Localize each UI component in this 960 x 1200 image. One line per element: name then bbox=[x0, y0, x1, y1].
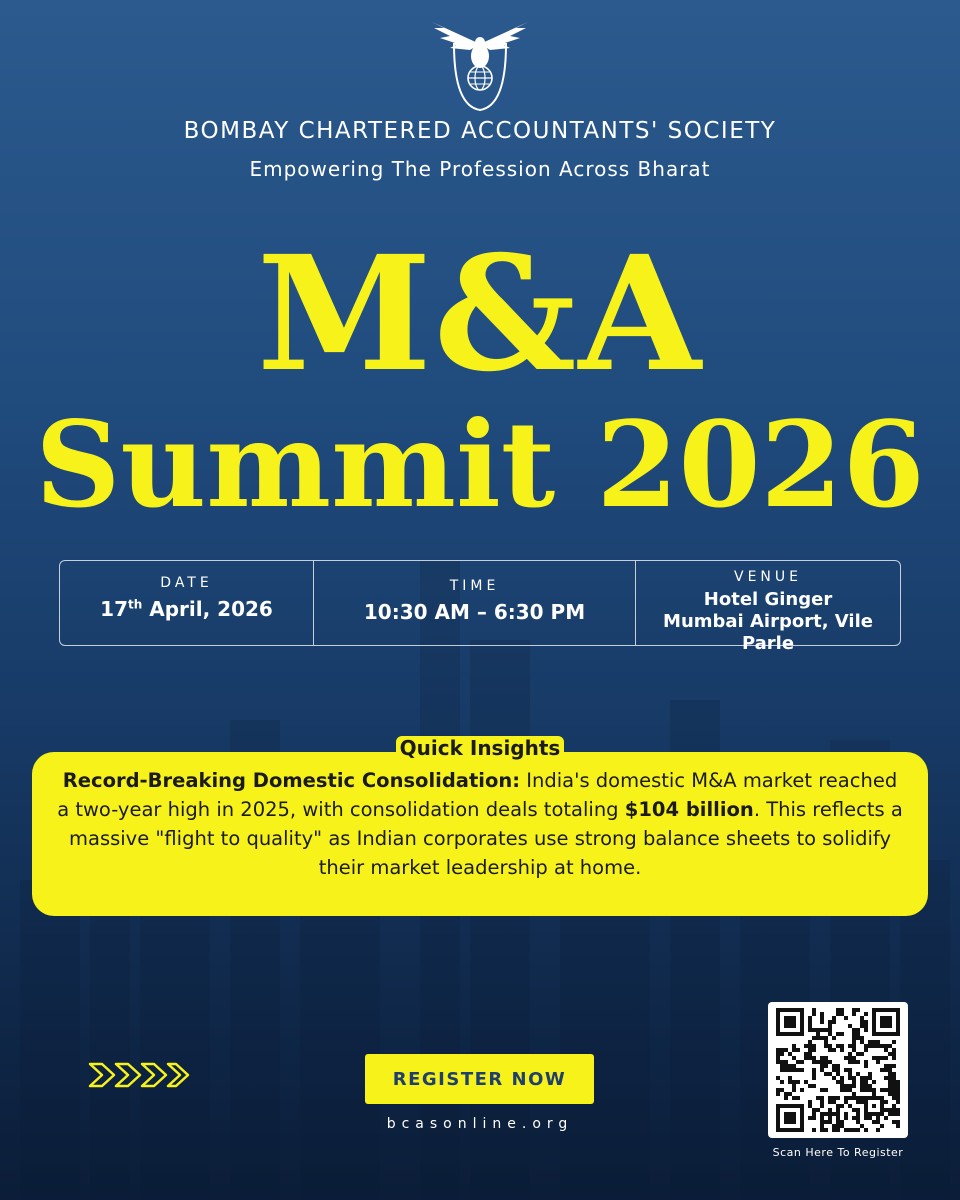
qr-code[interactable] bbox=[768, 1002, 908, 1138]
insights-paragraph bbox=[56, 766, 904, 882]
event-title-line2: Summit 2026 bbox=[35, 395, 925, 534]
bcas-logo bbox=[424, 14, 536, 114]
venue-line2: Mumbai Airport, Vile Parle bbox=[663, 611, 873, 654]
date-day: 17 bbox=[100, 597, 128, 621]
org-name: BOMBAY CHARTERED ACCOUNTANTS' SOCIETY bbox=[183, 118, 777, 144]
time-label: TIME bbox=[449, 578, 500, 594]
event-title-line1: M&A bbox=[256, 222, 704, 407]
event-details-box bbox=[59, 560, 901, 654]
insights-title-text: Quick Insights bbox=[396, 736, 565, 760]
venue-cell bbox=[636, 561, 900, 654]
insights-text1: India's domestic M&A market reached a two-year high in 2025, with consolidation deals totaling bbox=[57, 769, 898, 821]
eagle-globe-logo-icon bbox=[424, 14, 536, 114]
date-cell bbox=[60, 561, 314, 645]
venue-label: VENUE bbox=[734, 569, 802, 585]
org-tagline: Empowering The Profession Across Bharat bbox=[249, 157, 711, 181]
insights-highlight: $104 billion bbox=[624, 798, 754, 821]
date-rest: April, 2026 bbox=[142, 597, 273, 621]
date-label: DATE bbox=[160, 575, 213, 591]
website-link[interactable]: bcasonline.org bbox=[386, 1116, 574, 1132]
insights-lead: Record-Breaking Domestic Consolidation: bbox=[62, 769, 521, 792]
time-value: 10:30 AM – 6:30 PM bbox=[363, 600, 586, 624]
insights-title bbox=[0, 736, 960, 760]
qr-code-icon bbox=[776, 1008, 900, 1132]
time-cell bbox=[314, 561, 636, 645]
venue-line1: Hotel Ginger bbox=[703, 589, 833, 610]
chevrons-right-icon bbox=[88, 1060, 192, 1090]
qr-caption: Scan Here To Register bbox=[772, 1146, 904, 1159]
date-value bbox=[60, 597, 313, 621]
insights-text2: . This reflects a massive "flight to quality" as Indian corporates use strong balance sheets to solidify their market leadership at home. bbox=[69, 798, 903, 879]
date-suffix: th bbox=[128, 597, 143, 612]
quick-insights-box bbox=[32, 752, 928, 916]
register-now-button[interactable]: REGISTER NOW bbox=[365, 1054, 594, 1104]
